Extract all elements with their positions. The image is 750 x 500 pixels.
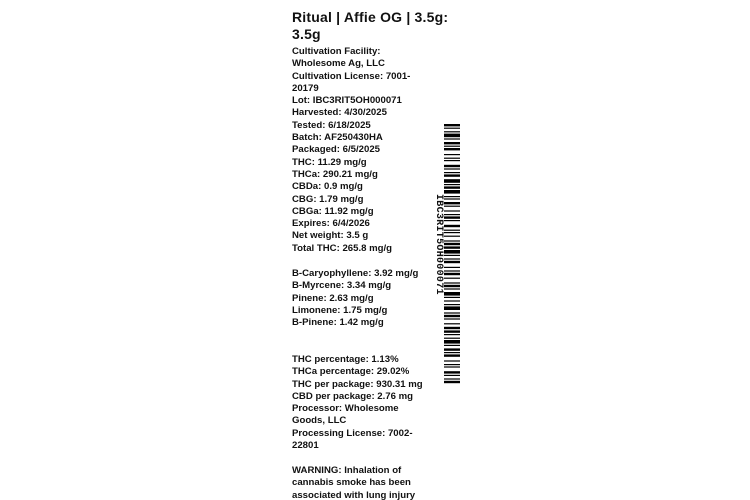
cbga-value: CBGa: 11.92 mg/g — [292, 205, 374, 217]
terpene-myrcene: B-Myrcene: 3.34 mg/g — [292, 280, 392, 292]
product-label — [282, 0, 469, 500]
cbd-per-package: CBD per package: 2.76 mg — [292, 390, 414, 402]
terpene-b-pinene: B-Pinene: 1.42 mg/g — [292, 317, 384, 329]
terpene-pinene: Pinene: 2.63 mg/g — [292, 292, 374, 304]
expiry-date: Expires: 6/4/2026 — [292, 218, 370, 230]
terpene-profile — [292, 268, 432, 329]
cultivation-facility: Cultivation Facility: Wholesome Ag, LLC — [292, 46, 385, 70]
cultivation-license: Cultivation License: 7001-20179 — [292, 70, 411, 94]
packaged-date: Packaged: 6/5/2025 — [292, 144, 381, 156]
thca-value: THCa: 290.21 mg/g — [292, 168, 378, 180]
lot-number: Lot: IBC3RIT5OH000071 — [292, 95, 402, 107]
harvested-date: Harvested: 4/30/2025 — [292, 107, 387, 119]
label-details — [292, 46, 432, 255]
terpene-caryophyllene: B-Caryophyllene: 3.92 mg/g — [292, 268, 419, 279]
total-thc: Total THC: 265.8 mg/g — [292, 242, 393, 254]
net-weight: Net weight: 3.5 g — [292, 230, 369, 242]
barcode-icon — [444, 124, 460, 384]
thc-per-package: THC per package: 930.31 mg — [292, 378, 423, 390]
thca-percentage: THCa percentage: 29.02% — [292, 366, 410, 378]
product-title: Ritual | Affie OG | 3.5g: 3.5g — [292, 9, 449, 42]
processor: Processor: Wholesome Goods, LLC — [292, 403, 402, 427]
warning-text — [292, 465, 432, 500]
potency-details — [292, 354, 432, 452]
cbda-value: CBDa: 0.9 mg/g — [292, 181, 363, 193]
terpene-limonene: Limonene: 1.75 mg/g — [292, 304, 388, 316]
barcode-number: IBC3RIT5OH000071 — [433, 194, 444, 295]
thc-value: THC: 11.29 mg/g — [292, 156, 367, 168]
warning-line: WARNING: Inhalation of cannabis smoke has been associated with lung injury — [292, 465, 416, 500]
cbg-value: CBG: 1.79 mg/g — [292, 193, 364, 205]
batch-number: Batch: AF250430HA — [292, 132, 383, 144]
processing-license: Processing License: 7002-22801 — [292, 427, 413, 452]
tested-date: Tested: 6/18/2025 — [292, 119, 371, 131]
thc-percentage: THC percentage: 1.13% — [292, 354, 399, 365]
